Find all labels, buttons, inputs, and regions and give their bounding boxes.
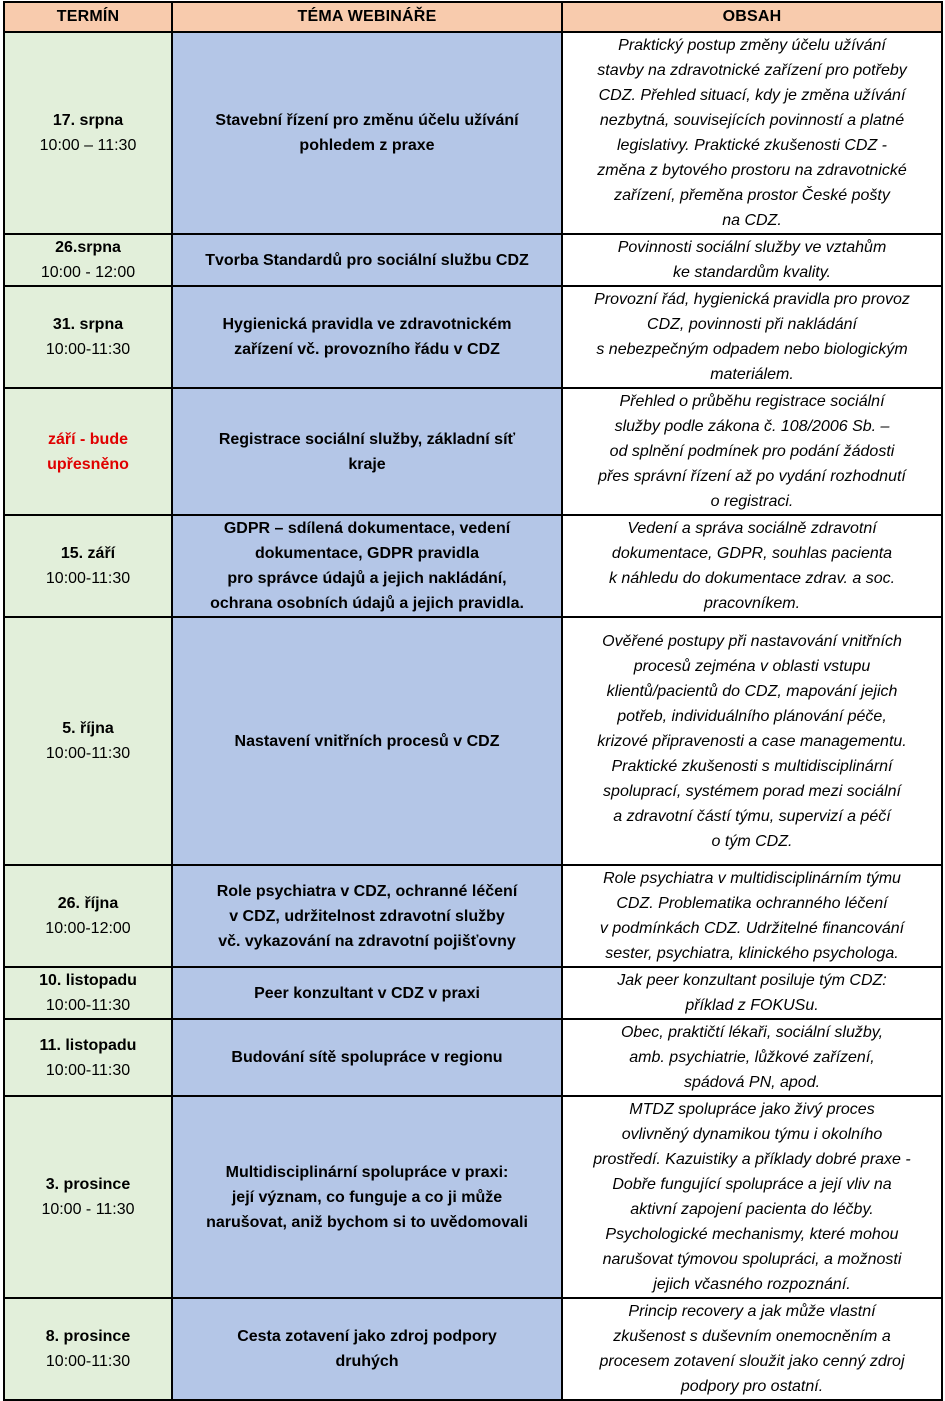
content-cell bbox=[562, 515, 942, 617]
date-text: upřesněno bbox=[47, 455, 129, 473]
topic-line: Tvorba Standardů pro sociální službu CDZ bbox=[205, 251, 529, 269]
content-line: amb. psychiatrie, lůžkové zařízení, bbox=[629, 1049, 875, 1066]
content-line: v podmínkách CDZ. Udržitelné financování bbox=[599, 920, 905, 937]
date-cell bbox=[4, 515, 172, 617]
time-text: 10:00-11:30 bbox=[45, 1061, 131, 1079]
topic-cell bbox=[172, 286, 562, 388]
date-text: 15. září bbox=[60, 545, 116, 562]
content-line: prostředí. Kazuistiky a příklady dobré praxe - bbox=[593, 1151, 911, 1168]
time-text: 10:00 - 12:00 bbox=[40, 264, 136, 281]
content-line: dokumentace, GDPR, souhlas pacienta bbox=[611, 545, 893, 562]
content-cell bbox=[562, 1019, 942, 1096]
content-line: Psychologické mechanismy, které mohou bbox=[605, 1226, 899, 1243]
content-cell bbox=[562, 1298, 942, 1400]
date-cell bbox=[4, 1298, 172, 1400]
time-text: 10:00 - 11:30 bbox=[41, 1201, 135, 1218]
content-cell bbox=[562, 1096, 942, 1298]
table-row bbox=[4, 388, 942, 515]
time-text: 10:00 – 11:30 bbox=[39, 137, 137, 154]
content-cell bbox=[562, 967, 942, 1019]
content-line: CDZ, povinnosti při nakládání bbox=[647, 316, 857, 333]
content-line: nezbytná, souvisejících povinností a platné bbox=[599, 112, 905, 129]
content-line: narušovat týmovou spolupráci, a možnosti bbox=[602, 1251, 902, 1268]
content-line: ke standardům kvality. bbox=[673, 264, 831, 281]
content-line: na CDZ. bbox=[722, 212, 782, 229]
content-line: sester, psychiatra, klinického psychologa. bbox=[605, 945, 899, 962]
content-line: o tým CDZ. bbox=[711, 832, 793, 850]
topic-line: Registrace sociální služby, základní síť bbox=[218, 430, 516, 448]
content-line: Přehled o průběhu registrace sociální bbox=[619, 393, 885, 410]
time-text: 10:00-11:30 bbox=[45, 341, 131, 358]
content-line: přes správní řízení až po vydání rozhodnutí bbox=[598, 468, 906, 485]
topic-line: Budování sítě spolupráce v regionu bbox=[231, 1049, 503, 1066]
content-line: aktivní zapojení pacienta do léčby. bbox=[630, 1201, 874, 1218]
time-text: 10:00-11:30 bbox=[45, 570, 131, 587]
content-cell bbox=[562, 865, 942, 967]
table-row bbox=[4, 1298, 942, 1400]
date-cell bbox=[4, 1096, 172, 1298]
content-line: zkušenost s duševním onemocněním a bbox=[613, 1328, 891, 1345]
date-text: 5. října bbox=[62, 720, 114, 737]
topic-line: její význam, co funguje a co ji může bbox=[231, 1188, 503, 1206]
content-line: materiálem. bbox=[710, 366, 794, 383]
content-line: služby podle zákona č. 108/2006 Sb. – bbox=[614, 418, 890, 435]
content-line: potřeb, individuálního plánování péče, bbox=[617, 707, 887, 725]
table-row bbox=[4, 1019, 942, 1096]
content-cell bbox=[562, 286, 942, 388]
content-line: klientů/pacientů do CDZ, mapování jejich bbox=[606, 682, 898, 700]
content-line: stavby na zdravotnické zařízení pro potřeby bbox=[597, 62, 907, 79]
content-line: s nebezpečným odpadem nebo biologickým bbox=[596, 341, 908, 358]
date-text: 3. prosince bbox=[45, 1176, 131, 1193]
topic-cell bbox=[172, 234, 562, 286]
content-line: Provozní řád, hygienická pravidla pro provoz bbox=[594, 291, 910, 308]
content-cell bbox=[562, 234, 942, 286]
date-text: 10. listopadu bbox=[39, 972, 137, 989]
topic-line: ochrana osobních údajů a jejich pravidla. bbox=[210, 595, 524, 612]
content-cell bbox=[562, 617, 942, 865]
content-line: k náhledu do dokumentace zdrav. a soc. bbox=[608, 570, 896, 587]
date-cell bbox=[4, 1019, 172, 1096]
content-line: zařízení, přeměna prostor České pošty bbox=[614, 187, 890, 204]
table-row bbox=[4, 1096, 942, 1298]
topic-line: GDPR – sdílená dokumentace, vedení bbox=[223, 520, 511, 537]
date-text: 17. srpna bbox=[52, 112, 124, 129]
date-cell bbox=[4, 617, 172, 865]
date-cell bbox=[4, 234, 172, 286]
content-line: Ověřené postupy při nastavování vnitřních bbox=[602, 632, 902, 650]
content-line: a zdravotní částí týmu, supervizí a péčí bbox=[613, 807, 891, 825]
header-date: TERMÍN bbox=[4, 2, 172, 32]
content-line: MTDZ spolupráce jako živý proces bbox=[629, 1101, 875, 1118]
date-text: září - bude bbox=[47, 430, 128, 448]
topic-line: Cesta zotavení jako zdroj podpory bbox=[237, 1328, 497, 1345]
content-line: legislativy. Praktické zkušenosti CDZ - bbox=[617, 137, 887, 154]
header-content: OBSAH bbox=[562, 2, 942, 32]
table-row bbox=[4, 617, 942, 865]
content-line: Role psychiatra v multidisciplinárním týmu bbox=[603, 870, 901, 887]
topic-line: Hygienická pravidla ve zdravotnickém bbox=[222, 316, 512, 333]
topic-line: Peer konzultant v CDZ v praxi bbox=[254, 984, 480, 1002]
content-line: o registraci. bbox=[710, 493, 794, 510]
topic-line: dokumentace, GDPR pravidla bbox=[254, 545, 480, 562]
topic-cell bbox=[172, 1019, 562, 1096]
webinar-schedule-table bbox=[3, 1, 943, 1401]
content-line: procesem zotavení sloužit jako cenný zdroj bbox=[599, 1353, 905, 1370]
content-line: Dobře fungující spolupráce a její vliv na bbox=[612, 1176, 892, 1193]
content-line: Princip recovery a jak může vlastní bbox=[628, 1303, 876, 1320]
topic-line: zařízení vč. provozního řádu v CDZ bbox=[234, 341, 500, 358]
date-text: 8. prosince bbox=[45, 1328, 131, 1345]
table-row bbox=[4, 515, 942, 617]
topic-cell bbox=[172, 1096, 562, 1298]
table-row bbox=[4, 234, 942, 286]
date-cell bbox=[4, 967, 172, 1019]
topic-line: Role psychiatra v CDZ, ochranné léčení bbox=[216, 882, 518, 900]
date-text: 26.srpna bbox=[55, 239, 121, 256]
content-line: Praktické zkušenosti s multidisciplinární bbox=[611, 757, 893, 775]
time-text: 10:00-11:30 bbox=[45, 997, 131, 1014]
topic-line: narušovat, aniž bychom si to uvědomovali bbox=[206, 1213, 528, 1231]
date-text: 11. listopadu bbox=[39, 1036, 137, 1054]
header-row bbox=[4, 2, 942, 32]
topic-cell bbox=[172, 515, 562, 617]
topic-line: pohledem z praxe bbox=[299, 137, 435, 154]
time-text: 10:00-12:00 bbox=[45, 920, 131, 937]
topic-line: kraje bbox=[348, 455, 386, 473]
table-row bbox=[4, 967, 942, 1019]
content-line: spoluprací, systémem porad mezi sociální bbox=[603, 782, 901, 800]
content-line: spádová PN, apod. bbox=[683, 1074, 821, 1091]
date-cell bbox=[4, 388, 172, 515]
topic-line: Nastavení vnitřních procesů v CDZ bbox=[234, 732, 500, 750]
topic-cell bbox=[172, 388, 562, 515]
content-cell bbox=[562, 388, 942, 515]
content-line: CDZ. Přehled situací, kdy je změna užívání bbox=[598, 87, 906, 104]
content-line: ovlivněný dynamikou týmu i okolního bbox=[621, 1126, 883, 1143]
table-row bbox=[4, 32, 942, 234]
content-line: od splnění podmínek pro podání žádosti bbox=[609, 443, 895, 460]
header-topic: TÉMA WEBINÁŘE bbox=[172, 2, 562, 32]
date-cell bbox=[4, 865, 172, 967]
topic-line: pro správce údajů a jejich nakládání, bbox=[227, 570, 507, 587]
content-line: Povinnosti sociální služby ve vztahům bbox=[617, 239, 887, 256]
content-line: krizové připravenosti a case managementu. bbox=[597, 732, 907, 750]
topic-cell bbox=[172, 865, 562, 967]
content-line: změna z bytového prostoru na zdravotnické bbox=[597, 162, 907, 179]
topic-line: vč. vykazování na zdravotní pojišťovny bbox=[218, 932, 516, 950]
topic-cell bbox=[172, 617, 562, 865]
topic-cell bbox=[172, 32, 562, 234]
content-line: Jak peer konzultant posiluje tým CDZ: bbox=[617, 972, 887, 989]
date-text: 26. října bbox=[57, 895, 119, 912]
content-line: Praktický postup změny účelu užívání bbox=[618, 37, 886, 54]
topic-line: v CDZ, udržitelnost zdravotní služby bbox=[229, 907, 505, 925]
date-cell bbox=[4, 32, 172, 234]
date-cell bbox=[4, 286, 172, 388]
topic-cell bbox=[172, 1298, 562, 1400]
topic-line: Multidisciplinární spolupráce v praxi: bbox=[225, 1163, 509, 1181]
date-text: 31. srpna bbox=[52, 316, 124, 333]
content-line: příklad z FOKUSu. bbox=[685, 997, 819, 1014]
topic-cell bbox=[172, 967, 562, 1019]
content-line: podpory pro ostatní. bbox=[680, 1378, 824, 1395]
content-line: CDZ. Problematika ochranného léčení bbox=[616, 895, 888, 912]
table-row bbox=[4, 865, 942, 967]
content-line: pracovníkem. bbox=[703, 595, 801, 612]
topic-line: druhých bbox=[335, 1353, 399, 1370]
content-line: procesů zejména v oblasti vstupu bbox=[633, 657, 871, 675]
table-row bbox=[4, 286, 942, 388]
time-text: 10:00-11:30 bbox=[45, 745, 131, 762]
content-cell bbox=[562, 32, 942, 234]
time-text: 10:00-11:30 bbox=[45, 1353, 131, 1370]
content-line: jejich včasného rozpoznání. bbox=[653, 1276, 851, 1293]
topic-line: Stavební řízení pro změnu účelu užívání bbox=[215, 112, 519, 129]
content-line: Vedení a správa sociálně zdravotní bbox=[627, 520, 877, 537]
content-line: Obec, praktičtí lékaři, sociální služby, bbox=[620, 1024, 884, 1041]
